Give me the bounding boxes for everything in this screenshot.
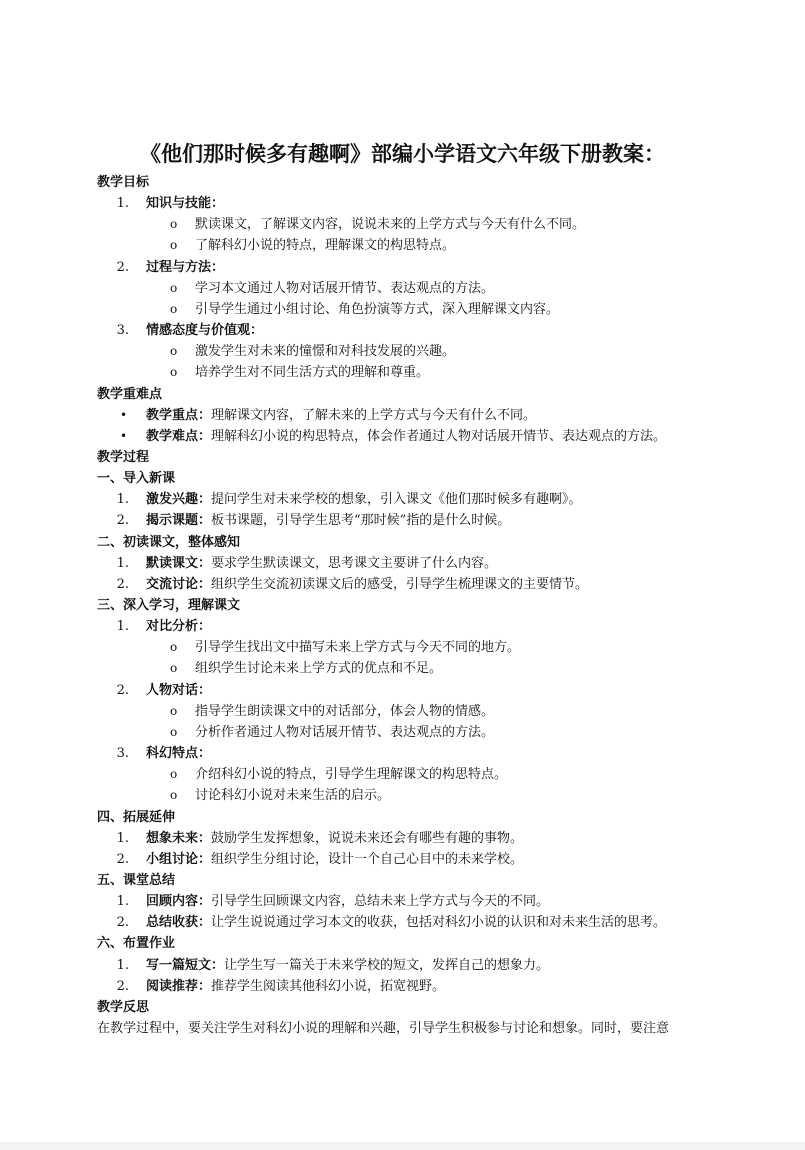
item-body: 让学生说说通过学习本文的收获，包括对科幻小说的认识和对未来生活的思考。 bbox=[211, 915, 667, 931]
item-number: 1. bbox=[116, 196, 129, 212]
circle-bullet-icon: o bbox=[170, 724, 178, 739]
sub-item-text: 指导学生朗读课文中的对话部分，体会人物的情感。 bbox=[195, 703, 495, 719]
objective-item bbox=[0, 257, 805, 278]
item-label: 默读课文： bbox=[146, 555, 212, 571]
keypoint-label: 教学重点： bbox=[146, 407, 212, 423]
process-item bbox=[0, 553, 805, 574]
item-text bbox=[146, 955, 549, 976]
sub-item-text: 组织学生讨论未来上学方式的优点和不足。 bbox=[195, 661, 443, 677]
item-label: 总结收获： bbox=[146, 915, 212, 931]
item-text bbox=[146, 553, 497, 574]
objective-item bbox=[0, 193, 805, 214]
item-number: 1. bbox=[116, 619, 129, 635]
item-text bbox=[146, 193, 224, 214]
item-body: 组织学生分组讨论，设计一个自己心目中的未来学校。 bbox=[211, 851, 524, 867]
bullet-icon: • bbox=[120, 428, 128, 443]
sub-list-item bbox=[0, 764, 805, 785]
sub-list-item bbox=[0, 658, 805, 679]
process-item bbox=[0, 743, 805, 764]
circle-bullet-icon: o bbox=[170, 767, 178, 782]
bullet-icon: • bbox=[120, 407, 128, 422]
item-body: 让学生写一篇关于未来学校的短文，发挥自己的想象力。 bbox=[224, 957, 550, 973]
item-number: 1. bbox=[116, 492, 129, 508]
sub-list-item bbox=[0, 278, 805, 299]
circle-bullet-icon: o bbox=[170, 661, 178, 676]
sub-item-text: 学习本文通过人物对话展开情节、表达观点的方法。 bbox=[195, 280, 495, 296]
item-label: 想象未来： bbox=[146, 830, 212, 846]
keypoint-body: 理解课文内容，了解未来的上学方式与今天有什么不同。 bbox=[211, 407, 537, 423]
sub-list-item bbox=[0, 701, 805, 722]
item-number: 1. bbox=[116, 830, 129, 846]
sub-list-item bbox=[0, 362, 805, 383]
item-number: 2. bbox=[116, 576, 129, 592]
process-item bbox=[0, 955, 805, 976]
item-label: 回顾内容： bbox=[146, 894, 212, 910]
item-label: 科幻特点： bbox=[146, 746, 212, 762]
item-label: 小组讨论： bbox=[146, 851, 212, 867]
item-text bbox=[146, 320, 263, 341]
item-label: 人物对话： bbox=[146, 682, 212, 698]
sub-item-text: 引导学生通过小组讨论、角色扮演等方式，深入理解课文内容。 bbox=[195, 301, 560, 317]
process-section-title: 一、导入新课 bbox=[97, 471, 176, 487]
reflection-heading: 教学反思 bbox=[97, 999, 150, 1015]
item-label: 激发兴趣： bbox=[146, 492, 212, 508]
process-heading: 教学过程 bbox=[97, 449, 150, 465]
item-text bbox=[146, 891, 549, 912]
item-text bbox=[146, 574, 588, 595]
keypoint-text bbox=[146, 426, 666, 447]
sub-item-text: 分析作者通过人物对话展开情节、表达观点的方法。 bbox=[195, 724, 495, 740]
process-item bbox=[0, 616, 805, 637]
item-label: 交流讨论： bbox=[146, 576, 212, 592]
sub-list-item bbox=[0, 341, 805, 362]
item-label: 揭示课题： bbox=[146, 513, 212, 529]
sub-item-text: 激发学生对未来的憧憬和对科技发展的兴趣。 bbox=[195, 344, 456, 360]
process-item bbox=[0, 510, 805, 531]
item-label: 阅读推荐： bbox=[146, 978, 212, 994]
sub-list-item bbox=[0, 785, 805, 806]
process-section-title: 二、初读课文，整体感知 bbox=[97, 534, 241, 550]
circle-bullet-icon: o bbox=[170, 788, 178, 803]
sub-item-text: 引导学生找出文中描写未来上学方式与今天不同的地方。 bbox=[195, 640, 521, 656]
item-body: 提问学生对未来学校的想象，引入课文《他们那时候多有趣啊》。 bbox=[211, 492, 582, 508]
item-body: 组织学生交流初读课文后的感受，引导学生梳理课文的主要情节。 bbox=[211, 576, 589, 592]
item-number: 1. bbox=[116, 957, 129, 973]
item-body: 鼓励学生发挥想象，说说未来还会有哪些有趣的事物。 bbox=[211, 830, 524, 846]
document-title: 《他们那时候多有趣啊》部编小学语文六年级下册教案： bbox=[140, 141, 665, 166]
item-text bbox=[146, 680, 211, 701]
item-number: 3. bbox=[116, 323, 129, 339]
sub-list-item bbox=[0, 637, 805, 658]
keypoint-body: 理解科幻小说的构思特点，体会作者通过人物对话展开情节、表达观点的方法。 bbox=[211, 428, 667, 444]
keypoint-label: 教学难点： bbox=[146, 428, 212, 444]
item-number: 2. bbox=[116, 978, 129, 994]
process-section-title: 三、深入学习，理解课文 bbox=[97, 598, 241, 613]
item-text bbox=[146, 912, 666, 933]
keypoint-text bbox=[146, 405, 536, 426]
item-number: 1. bbox=[116, 894, 129, 910]
item-label: 情感态度与价值观： bbox=[146, 323, 264, 339]
item-label: 过程与方法： bbox=[146, 259, 225, 275]
process-item bbox=[0, 680, 805, 701]
circle-bullet-icon: o bbox=[170, 344, 178, 359]
item-body: 引导学生回顾课文内容，总结未来上学方式与今天的不同。 bbox=[211, 894, 550, 910]
process-section-title: 四、拓展延伸 bbox=[97, 809, 176, 825]
keypoint-item bbox=[0, 405, 805, 426]
item-body: 推荐学生阅读其他科幻小说，拓宽视野。 bbox=[211, 978, 446, 994]
process-section-title: 五、课堂总结 bbox=[97, 872, 176, 888]
item-text bbox=[146, 616, 211, 637]
process-item bbox=[0, 976, 805, 997]
item-text bbox=[146, 849, 523, 870]
item-body: 板书课题，引导学生思考“那时候”指的是什么时候。 bbox=[211, 513, 511, 529]
circle-bullet-icon: o bbox=[170, 703, 178, 718]
process-item bbox=[0, 891, 805, 912]
process-item bbox=[0, 489, 805, 510]
item-label: 知识与技能： bbox=[146, 196, 225, 212]
circle-bullet-icon: o bbox=[170, 301, 178, 316]
item-text bbox=[146, 489, 582, 510]
reflection-paragraph: 在教学过程中，要关注学生对科幻小说的理解和兴趣，引导学生积极参与讨论和想象。同时，要注意 bbox=[97, 1021, 670, 1036]
sub-list-item bbox=[0, 299, 805, 320]
item-number: 2. bbox=[116, 915, 129, 931]
item-number: 1. bbox=[116, 555, 129, 571]
process-item bbox=[0, 849, 805, 870]
circle-bullet-icon: o bbox=[170, 238, 178, 253]
process-item bbox=[0, 912, 805, 933]
sub-item-text: 培养学生对不同生活方式的理解和尊重。 bbox=[195, 365, 430, 381]
objectives-heading: 教学目标 bbox=[97, 175, 150, 190]
item-number: 2. bbox=[116, 259, 129, 275]
circle-bullet-icon: o bbox=[170, 280, 178, 295]
circle-bullet-icon: o bbox=[170, 640, 178, 655]
item-label: 写一篇短文： bbox=[146, 957, 225, 973]
objective-item bbox=[0, 320, 805, 341]
sub-item-text: 讨论科幻小说对未来生活的启示。 bbox=[195, 788, 391, 804]
item-label: 对比分析： bbox=[146, 619, 212, 635]
item-number: 2. bbox=[116, 682, 129, 698]
item-body: 要求学生默读课文，思考课文主要讲了什么内容。 bbox=[211, 555, 498, 571]
item-number: 2. bbox=[116, 851, 129, 867]
circle-bullet-icon: o bbox=[170, 365, 178, 380]
item-number: 2. bbox=[116, 513, 129, 529]
process-item bbox=[0, 574, 805, 595]
item-text bbox=[146, 976, 445, 997]
item-text bbox=[146, 257, 224, 278]
item-number: 3. bbox=[116, 746, 129, 762]
process-section-title: 六、布置作业 bbox=[97, 936, 176, 952]
item-text bbox=[146, 743, 211, 764]
sub-list-item bbox=[0, 214, 805, 235]
item-text bbox=[146, 828, 523, 849]
sub-item-text: 了解科幻小说的特点，理解课文的构思特点。 bbox=[195, 238, 456, 254]
keypoints-heading: 教学重难点 bbox=[97, 386, 163, 402]
sub-item-text: 介绍科幻小说的特点，引导学生理解课文的构思特点。 bbox=[195, 767, 508, 783]
sub-list-item bbox=[0, 235, 805, 256]
sub-list-item bbox=[0, 722, 805, 743]
process-item bbox=[0, 828, 805, 849]
circle-bullet-icon: o bbox=[170, 217, 178, 232]
keypoint-item bbox=[0, 426, 805, 447]
item-text bbox=[146, 510, 510, 531]
sub-item-text: 默读课文，了解课文内容，说说未来的上学方式与今天有什么不同。 bbox=[195, 217, 586, 233]
